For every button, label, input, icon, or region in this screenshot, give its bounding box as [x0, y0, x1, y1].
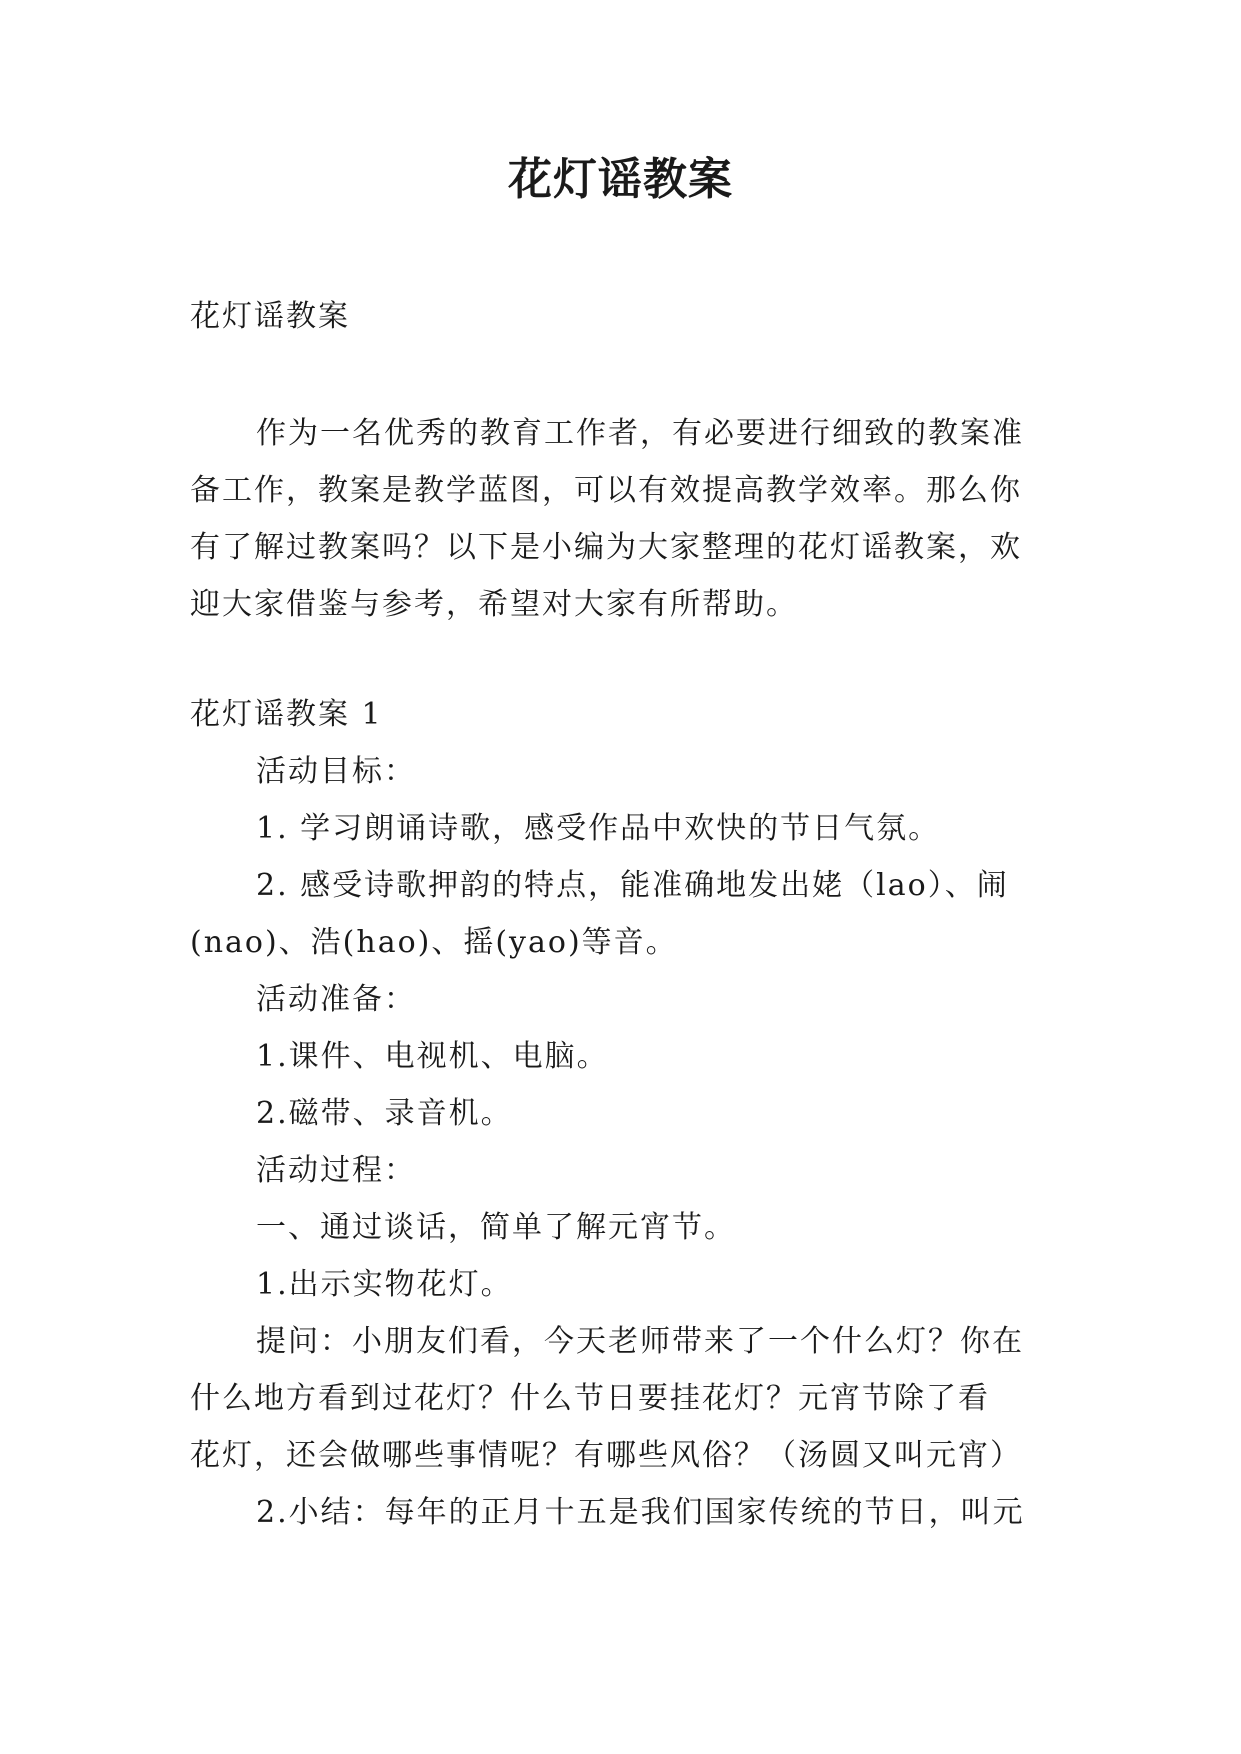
spacer: [190, 633, 1055, 686]
document-body: [190, 288, 1055, 1541]
summary-line: 2.小结：每年的正月十五是我们国家传统的节日，叫元: [256, 1495, 1025, 1530]
document-title: 花灯谣教案: [508, 154, 733, 205]
intro-line: 有了解过教案吗？以下是小编为大家整理的花灯谣教案，欢: [190, 530, 1022, 565]
spacer: [190, 345, 1055, 405]
intro-line: 迎大家借鉴与参考，希望对大家有所帮助。: [190, 587, 798, 622]
goals-label: 活动目标：: [256, 754, 416, 789]
question-line: 花灯，还会做哪些事情呢？有哪些风俗？（汤圆又叫元宵）: [190, 1438, 1022, 1473]
goal-item-continuation: (nao)、浩(hao)、摇(yao)等音。: [190, 925, 678, 960]
process-label: 活动过程：: [256, 1153, 416, 1188]
question-line: 什么地方看到过花灯？什么节日要挂花灯？元宵节除了看: [190, 1381, 990, 1416]
intro-line: 作为一名优秀的教育工作者，有必要进行细致的教案准: [256, 416, 1024, 451]
document-subtitle: 花灯谣教案: [190, 299, 350, 334]
process-step: 一、通过谈话，简单了解元宵节。: [256, 1210, 736, 1245]
question-line: 提问：小朋友们看，今天老师带来了一个什么灯？你在: [256, 1324, 1024, 1359]
process-substep: 1.出示实物花灯。: [256, 1267, 513, 1302]
section-heading: 花灯谣教案 1: [190, 697, 383, 732]
prep-item: 2.磁带、录音机。: [256, 1096, 513, 1131]
goal-item: 1. 学习朗诵诗歌，感受作品中欢快的节日气氛。: [256, 811, 941, 846]
intro-line: 备工作，教案是教学蓝图，可以有效提高教学效率。那么你: [190, 473, 1022, 508]
goal-item: 2. 感受诗歌押韵的特点，能准确地发出姥（lao）、闹: [256, 868, 1009, 903]
prep-item: 1.课件、电视机、电脑。: [256, 1039, 609, 1074]
prep-label: 活动准备：: [256, 982, 416, 1017]
